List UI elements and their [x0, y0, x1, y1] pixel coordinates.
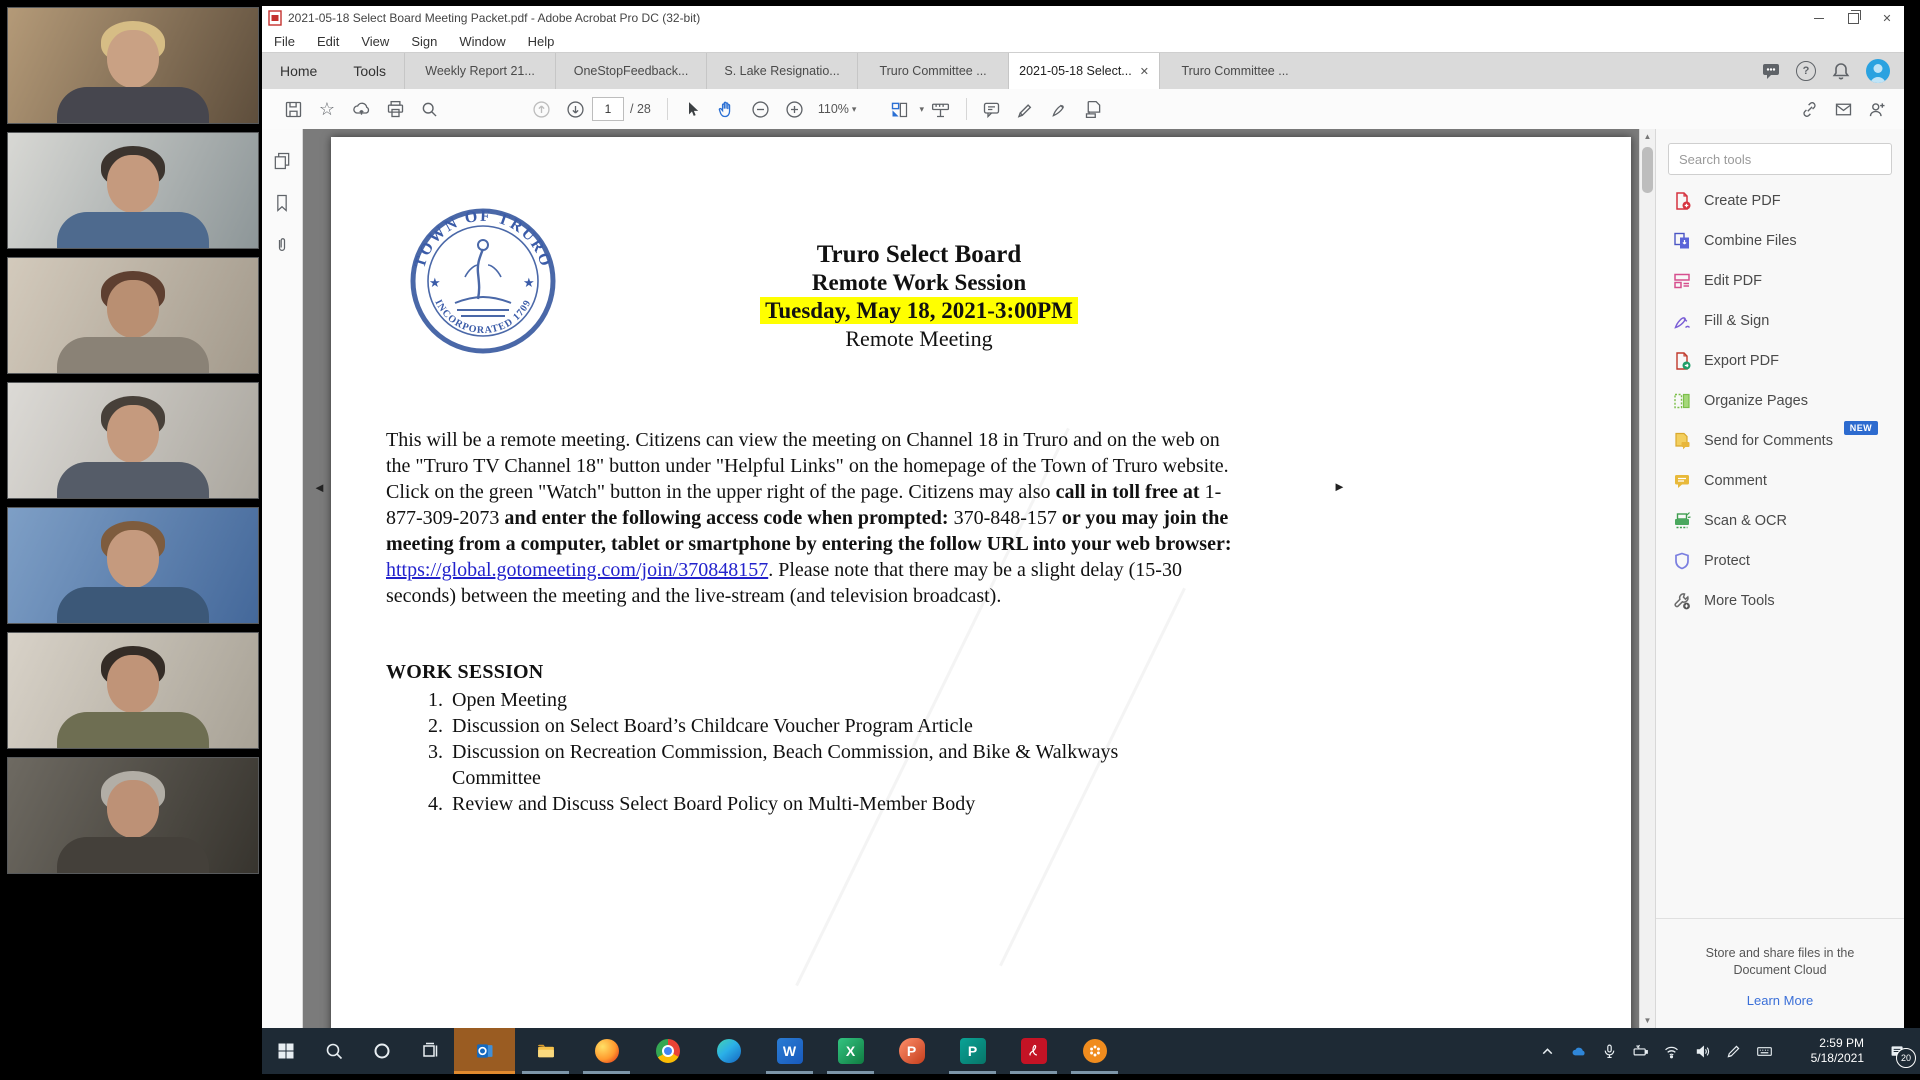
participant-video-thumbnail [8, 133, 258, 248]
menu-item[interactable]: File [274, 33, 295, 49]
network-tray-icon[interactable] [1656, 1028, 1687, 1074]
pdf-page [331, 137, 1631, 1028]
link-share-icon[interactable] [1792, 94, 1826, 124]
feedback-icon[interactable] [1760, 60, 1782, 82]
tool-label: Fill & Sign [1704, 313, 1770, 329]
help-icon[interactable]: ? [1796, 61, 1816, 81]
document-cloud-promo [1656, 918, 1904, 1028]
send-for-comments-icon [1672, 431, 1692, 451]
wifi-icon [1663, 1043, 1680, 1060]
protect-shield-icon [1672, 551, 1692, 571]
taskbar-clock[interactable] [1780, 1028, 1874, 1074]
power-tray-icon[interactable] [1625, 1028, 1656, 1074]
document-title-block [669, 241, 1169, 352]
gotomeeting-icon [1083, 1039, 1107, 1063]
document-cloud-text: Store and share files in the Document Cloud [1705, 946, 1855, 977]
paragraph-segment: or you may join the meeting from a computer, tablet or smartphone by entering the follow URL into your web browser: [386, 507, 1232, 555]
tab-tools[interactable]: Tools [353, 63, 387, 79]
window-controls [1802, 6, 1904, 30]
tool-edit-pdf[interactable] [1656, 261, 1904, 301]
document-tabs [404, 53, 1310, 89]
notification-bell-icon[interactable] [1830, 60, 1852, 82]
zoom-in-icon[interactable] [778, 94, 812, 124]
taskbar-edge[interactable] [698, 1028, 759, 1074]
tool-export-pdf[interactable] [1656, 341, 1904, 381]
participant-silhouette-shoulders [57, 337, 209, 373]
onedrive-tray-icon[interactable] [1563, 1028, 1594, 1074]
more-tools-wrench-icon [1672, 591, 1692, 611]
menu-item[interactable]: Window [459, 33, 506, 49]
document-title-line4: Remote Meeting [845, 326, 993, 351]
participant-silhouette-shoulders [57, 587, 209, 623]
share-with-others-icon[interactable] [1860, 94, 1894, 124]
document-tab[interactable] [1159, 53, 1310, 89]
page-count-label: / 28 [630, 102, 651, 116]
show-hidden-icons-button[interactable] [1532, 1028, 1563, 1074]
town-of-truro-seal [409, 207, 557, 355]
taskbar-publisher[interactable] [942, 1028, 1003, 1074]
create-pdf-icon [1672, 191, 1692, 211]
participant-silhouette-head [107, 780, 159, 838]
tab-bar [262, 52, 1904, 89]
page-number-input[interactable] [592, 97, 624, 121]
participant-silhouette-shoulders [57, 87, 209, 123]
hand-tool-icon[interactable] [710, 94, 744, 124]
paragraph-segment: This will be a remote meeting. Citizens can view the meeting on Channel 18 in Truro and on the web on the "Truro TV Channel 18" button under "Helpful Links" on the homepage of the Town of Truro website. Click on the green "Watch" button in the upper right of the page. Citizens may also [386, 429, 1229, 503]
firefox-icon [595, 1039, 619, 1063]
participant-video-thumbnail [8, 508, 258, 623]
clock-date: 5/18/2021 [1810, 1051, 1864, 1065]
stamp-tool-icon[interactable] [1077, 94, 1111, 124]
agenda-list [386, 687, 1148, 817]
system-tray [1532, 1028, 1920, 1074]
participant-silhouette-head [107, 530, 159, 588]
outlook-icon [475, 1041, 495, 1061]
participant-video-thumbnail [8, 383, 258, 498]
document-tab[interactable] [857, 53, 1008, 89]
find-icon[interactable] [412, 94, 446, 124]
tool-scan-ocr[interactable] [1656, 501, 1904, 541]
attachments-icon[interactable] [272, 235, 292, 255]
close-button[interactable] [1870, 6, 1904, 30]
tool-label: Protect [1704, 553, 1750, 569]
participant-silhouette-head [107, 155, 159, 213]
taskbar-excel[interactable] [820, 1028, 881, 1074]
highlight-tool-icon[interactable] [1009, 94, 1043, 124]
cortana-button[interactable] [358, 1028, 406, 1074]
paragraph-segment: and enter the following access code when prompted: [504, 507, 954, 529]
chrome-icon [656, 1039, 680, 1063]
document-tab[interactable] [404, 53, 555, 89]
print-icon[interactable] [378, 94, 412, 124]
tool-label: Scan & OCR [1704, 513, 1787, 529]
document-area [303, 129, 1655, 1028]
tool-label: Organize Pages [1704, 393, 1808, 409]
file-explorer-icon [536, 1041, 556, 1061]
search-icon [324, 1041, 344, 1061]
menu-item[interactable]: View [361, 33, 390, 49]
previous-page-icon[interactable] [524, 94, 558, 124]
save-icon[interactable] [276, 94, 310, 124]
chevron-up-icon [1539, 1043, 1556, 1060]
document-tab-label: S. Lake Resignatio... [724, 64, 840, 78]
menu-item[interactable]: Help [527, 33, 555, 49]
pen-tray-icon[interactable] [1718, 1028, 1749, 1074]
participant-video-thumbnail [8, 633, 258, 748]
paragraph-segment: 370-848-157 [953, 507, 1062, 529]
comment-icon [1672, 471, 1692, 491]
seal-star-right: ★ [523, 275, 535, 290]
document-title-highlighted-date: Tuesday, May 18, 2021-3:00PM [760, 297, 1078, 324]
tool-comment[interactable] [1656, 461, 1904, 501]
tools-panel [1655, 129, 1904, 1028]
toolbar-right-group [1792, 94, 1904, 124]
windows-taskbar [262, 1028, 1920, 1074]
zoom-out-icon[interactable] [744, 94, 778, 124]
tool-send-for-comments[interactable] [1656, 421, 1904, 461]
tool-more-tools[interactable] [1656, 581, 1904, 621]
scroll-up-icon[interactable]: ▲ [1643, 132, 1652, 141]
paragraph-segment: call in toll free at [1055, 481, 1205, 503]
microphone-icon [1601, 1043, 1618, 1060]
seal-star-left: ★ [429, 275, 441, 290]
favorite-star-icon[interactable]: ☆ [318, 99, 336, 119]
select-tool-icon[interactable] [676, 94, 710, 124]
comment-tool-icon[interactable] [975, 94, 1009, 124]
start-button[interactable] [262, 1028, 310, 1074]
tool-create-pdf[interactable] [1656, 181, 1904, 221]
bookmarks-icon[interactable] [272, 193, 292, 213]
keyboard-icon [1756, 1043, 1773, 1060]
document-tab[interactable] [706, 53, 857, 89]
document-tab-label: Truro Committee ... [1181, 64, 1289, 78]
tab-home[interactable]: Home [280, 63, 318, 79]
zoom-caret-icon[interactable]: ▾ [851, 103, 857, 114]
page-display-caret-icon[interactable]: ▾ [919, 103, 924, 114]
volume-tray-icon[interactable] [1687, 1028, 1718, 1074]
speaker-icon [1694, 1043, 1711, 1060]
seal-top-text: TOWN OF TRURO [411, 207, 555, 270]
window-title: 2021-05-18 Select Board Meeting Packet.pdf - Adobe Acrobat Pro DC (32-bit) [288, 11, 701, 25]
menu-item[interactable]: Sign [411, 33, 438, 49]
zoom-level-label[interactable]: 110% [817, 102, 849, 116]
organize-pages-icon [1672, 391, 1692, 411]
taskbar-powerpoint[interactable] [881, 1028, 942, 1074]
svg-text:INCORPORATED 1709 [432, 298, 533, 336]
document-tab[interactable] [555, 53, 706, 89]
participant-silhouette-shoulders [57, 837, 209, 873]
toolbar-divider [966, 98, 967, 120]
document-tab-label: Truro Committee ... [879, 64, 987, 78]
page-thumbnails-icon[interactable] [272, 151, 292, 171]
paragraph-segment: https://global.gotomeeting.com/join/370848157 [386, 559, 769, 581]
svg-text:TOWN OF TRURO [412, 208, 555, 270]
acrobat-window [262, 6, 1904, 1028]
scan-ocr-icon [1672, 511, 1692, 531]
onedrive-cloud-icon [1570, 1043, 1587, 1060]
minimize-icon [1814, 18, 1824, 19]
taskbar-firefox[interactable] [576, 1028, 637, 1074]
email-icon[interactable] [1826, 94, 1860, 124]
pen-icon [1725, 1043, 1742, 1060]
tool-organize-pages[interactable] [1656, 381, 1904, 421]
participant-silhouette-head [107, 280, 159, 338]
share-cloud-icon[interactable] [344, 94, 378, 124]
taskbar-search-button[interactable] [310, 1028, 358, 1074]
agenda-item: 1. Open Meeting [448, 687, 1148, 713]
work-session-heading: WORK SESSION [386, 661, 544, 683]
taskbar-word[interactable] [759, 1028, 820, 1074]
document-tab-label: 2021-05-18 Select... [1019, 64, 1132, 78]
publisher-icon: P [960, 1038, 986, 1064]
taskbar-file-explorer[interactable] [515, 1028, 576, 1074]
menu-bar [262, 30, 1904, 52]
restore-button[interactable] [1836, 6, 1870, 30]
participant-video-thumbnail [8, 258, 258, 373]
action-center-button[interactable] [1874, 1028, 1920, 1074]
tool-label: More Tools [1704, 593, 1775, 609]
account-avatar[interactable] [1866, 59, 1890, 83]
minimize-button[interactable] [1802, 6, 1836, 30]
document-title-line1: Truro Select Board [816, 241, 1022, 268]
tool-label: Send for Comments [1704, 433, 1833, 449]
document-tab-label: Weekly Report 21... [425, 64, 535, 78]
expand-pane-arrow[interactable]: ► [1333, 479, 1346, 494]
battery-icon [1632, 1043, 1649, 1060]
document-title-line2: Remote Work Session [811, 270, 1027, 295]
participant-silhouette-shoulders [57, 712, 209, 748]
participant-silhouette-shoulders [57, 212, 209, 248]
toolbar [262, 89, 1904, 130]
seal-bottom-text: INCORPORATED 1709 [432, 297, 534, 337]
measure-tool-icon[interactable] [924, 94, 958, 124]
paragraph-segment: 1-877-309-2073 [386, 481, 1222, 529]
navigation-pane-strip [262, 129, 303, 1028]
clock-time: 2:59 PM [1819, 1036, 1864, 1050]
agenda-item: 2. Discussion on Select Board’s Childcare Voucher Program Article [448, 713, 1148, 739]
tool-label: Edit PDF [1704, 273, 1763, 289]
participant-video-thumbnail [8, 8, 258, 123]
vertical-scrollbar[interactable] [1639, 129, 1655, 1028]
tool-combine-files[interactable] [1656, 221, 1904, 261]
edge-icon [717, 1039, 741, 1063]
tool-label: Export PDF [1704, 353, 1779, 369]
collapse-left-pane-arrow[interactable]: ◄ [313, 480, 326, 495]
scrollbar-thumb[interactable] [1642, 147, 1653, 193]
new-badge: NEW [1844, 421, 1878, 435]
close-icon: ✕ [1882, 12, 1892, 25]
participant-video-thumbnail [8, 758, 258, 873]
document-tab[interactable] [1008, 53, 1159, 89]
edit-pdf-icon [1672, 271, 1692, 291]
fill-sign-icon [1672, 311, 1692, 331]
tabbar-right-icons [1760, 53, 1904, 89]
paragraph-segment: . Please note that there may be a slight delay (15-30 seconds) between the meeting and the live-stream (and television broadcast). [386, 559, 1182, 607]
participant-silhouette-head [107, 655, 159, 713]
learn-more-link[interactable]: Learn More [1746, 993, 1814, 1008]
task-view-icon [420, 1041, 440, 1061]
task-view-button[interactable] [406, 1028, 454, 1074]
cortana-icon [372, 1041, 392, 1061]
document-body [386, 427, 1241, 817]
taskbar-acrobat[interactable] [1003, 1028, 1064, 1074]
tool-protect[interactable] [1656, 541, 1904, 581]
microphone-tray-icon[interactable] [1594, 1028, 1625, 1074]
agenda-item: 4. Review and Discuss Select Board Policy on Multi-Member Body [448, 791, 1148, 817]
taskbar-gotomeeting[interactable] [1064, 1028, 1125, 1074]
taskbar-outlook[interactable] [454, 1028, 515, 1074]
page-display-icon[interactable] [882, 94, 916, 124]
document-paragraph [386, 429, 1232, 607]
tool-label: Create PDF [1704, 193, 1781, 209]
pdf-file-icon [268, 10, 282, 26]
participant-silhouette-shoulders [57, 462, 209, 498]
export-pdf-icon [1672, 351, 1692, 371]
restore-icon [1848, 13, 1859, 24]
meeting-video-strip [8, 8, 258, 883]
participant-silhouette-head [107, 30, 159, 88]
agenda-item: 3. Discussion on Recreation Commission, Beach Commission, and Bike & Walkways Committee [448, 739, 1148, 791]
taskbar-chrome[interactable] [637, 1028, 698, 1074]
tool-fill-sign[interactable] [1656, 301, 1904, 341]
next-page-icon[interactable] [558, 94, 592, 124]
toolbar-divider [667, 98, 668, 120]
menu-item[interactable]: Edit [316, 33, 340, 49]
tab-close-icon[interactable]: ✕ [1139, 65, 1149, 78]
tool-label: Combine Files [1704, 233, 1797, 249]
scroll-down-icon[interactable]: ▼ [1643, 1016, 1652, 1025]
notification-count-badge: 20 [1896, 1048, 1916, 1068]
acrobat-icon [1021, 1038, 1047, 1064]
word-icon: W [777, 1038, 803, 1064]
tool-label: Comment [1704, 473, 1767, 489]
document-tab-label: OneStopFeedback... [573, 64, 689, 78]
search-tools-input[interactable] [1668, 143, 1892, 175]
powerpoint-icon: P [899, 1038, 925, 1064]
title-bar [262, 6, 1904, 30]
windows-logo-icon [276, 1041, 296, 1061]
fill-sign-tool-icon[interactable] [1043, 94, 1077, 124]
main-area [262, 129, 1904, 1028]
participant-silhouette-head [107, 405, 159, 463]
combine-files-icon [1672, 231, 1692, 251]
touch-keyboard-tray-icon[interactable] [1749, 1028, 1780, 1074]
excel-icon: X [838, 1038, 864, 1064]
